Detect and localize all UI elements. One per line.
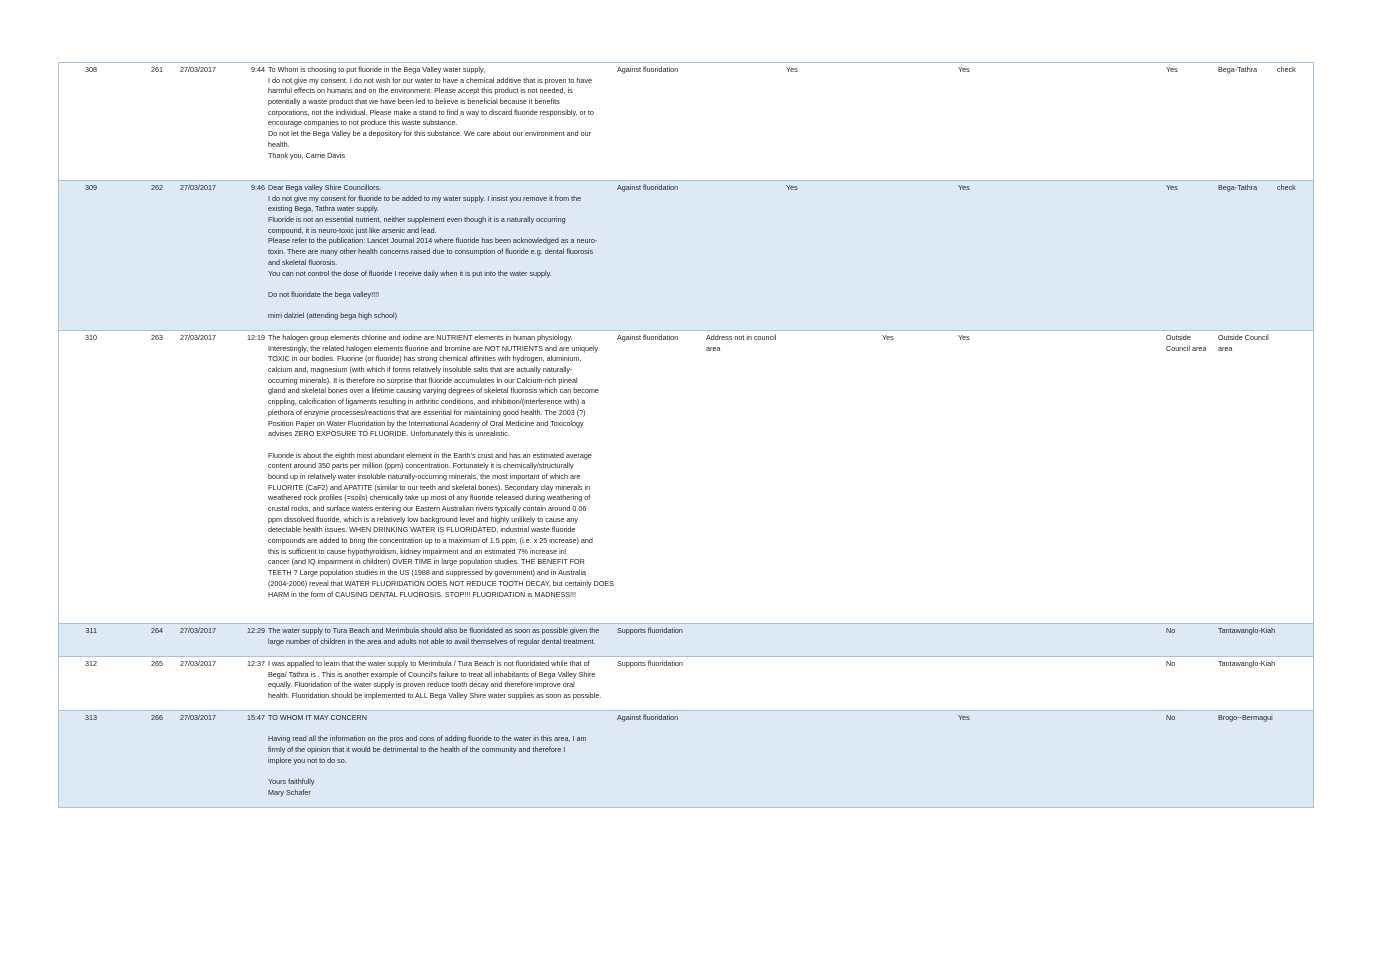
table-row bbox=[59, 331, 1313, 624]
comment-line: TOXIC in our bodies. Fluorine (or fluoride) has strong chemical affinities with hydrogen, aluminium, bbox=[268, 354, 582, 364]
comment-line: I was appalled to learn that the water supply to Merimbula / Tura Beach is not fluoridated while that of bbox=[268, 659, 590, 668]
comment-line: health. bbox=[268, 139, 290, 149]
comment-line: Interestingly, the related halogen elements fluorine and bromine are NOT NUTRIENTS and are uniquely bbox=[268, 343, 599, 353]
comment bbox=[268, 183, 616, 322]
comment-line: potentially a waste product that we have been led to believe is beneficial because it benefits bbox=[268, 97, 560, 107]
answer-col-1: Yes bbox=[786, 183, 798, 192]
comment-line: Do not let the Bega Valley be a depository for this substance. We care about our environment and our bbox=[268, 129, 591, 139]
comment-line bbox=[268, 279, 616, 290]
date: 27/03/2017 bbox=[180, 659, 216, 668]
table-row bbox=[59, 181, 1313, 331]
comment-line: existing Bega, Tathra water supply. bbox=[268, 204, 379, 214]
submission-number: 263 bbox=[151, 333, 163, 342]
row-id: 310 bbox=[85, 333, 97, 342]
area: Outside Council area bbox=[1218, 333, 1269, 353]
answer-col-3: Outside Council area bbox=[1166, 333, 1207, 353]
comment-line bbox=[268, 766, 616, 777]
time: 9:44 bbox=[251, 65, 265, 74]
answer-col-3: No bbox=[1166, 713, 1176, 722]
comment-line: implore you not to do so. bbox=[268, 755, 347, 765]
comment-line: detectable health issues. WHEN DRINKING WATER IS FLUORIDATED, industrial waste fluoride bbox=[268, 525, 576, 535]
row-id: 309 bbox=[85, 183, 97, 192]
comment bbox=[268, 659, 616, 702]
comment-line: The halogen group elements chlorine and iodine are NUTRIENT elements in human physiology. bbox=[268, 333, 573, 342]
comment-line: and skeletal fluorosis. bbox=[268, 257, 338, 267]
comment-line: plethora of enzyme processes/reactions that are essential for maintaining good health. The 2003 (?) bbox=[268, 407, 586, 417]
position: Against fluoridation bbox=[617, 65, 679, 74]
time: 9:46 bbox=[251, 183, 265, 192]
comment-line: The water supply to Tura Beach and Merimbula should also be fluoridated as soon as possible given the bbox=[268, 626, 600, 635]
answer-col-3: No bbox=[1166, 659, 1176, 668]
answer-col-3: Yes bbox=[1166, 183, 1178, 192]
submission-number: 261 bbox=[151, 65, 163, 74]
comment bbox=[268, 713, 616, 799]
comment-line bbox=[268, 440, 616, 451]
time: 12:29 bbox=[247, 626, 265, 635]
position: Supports fluoridation bbox=[617, 659, 683, 668]
row-id: 312 bbox=[85, 659, 97, 668]
time: 12:19 bbox=[247, 333, 265, 342]
time: 12:37 bbox=[247, 659, 265, 668]
comment-line: Position Paper on Water Fluoridation by the International Academy of Oral Medicine and Toxicology bbox=[268, 418, 584, 428]
date: 27/03/2017 bbox=[180, 713, 216, 722]
answer-col-3: No bbox=[1166, 626, 1176, 635]
comment-line: health. Fluoridation should be implemented to ALL Bega Valley Shire water supplies as soon as possible. bbox=[268, 691, 602, 701]
position: Against fluoridation bbox=[617, 333, 679, 342]
submission-number: 266 bbox=[151, 713, 163, 722]
comment-line bbox=[268, 301, 616, 312]
check-flag: check bbox=[1277, 65, 1296, 74]
submission-number: 264 bbox=[151, 626, 163, 635]
comment-line: weathered rock profiles (=soils) chemically take up most of any fluoride released during weathering of bbox=[268, 493, 591, 503]
answer-col-1: Yes bbox=[786, 65, 798, 74]
comment-line: Bega/ Tathra is . This is another example of Council's failure to treat all inhabitants of Bega Valley Shire bbox=[268, 669, 596, 679]
comment-line: bound up in relatively water insoluble naturally-occurring minerals, the most important of which are bbox=[268, 471, 581, 481]
comment-line: Fluoride is about the eighth most abundant element in the Earth's crust and has an estimated average bbox=[268, 450, 592, 460]
comment-line: HARM in the form of CAUSING DENTAL FLUOROSIS. STOP!!! FLUORIDATION is MADNESS!!! bbox=[268, 589, 577, 599]
submission-number: 262 bbox=[151, 183, 163, 192]
comment-line: mirri dalziel (attending bega high school) bbox=[268, 311, 398, 321]
date: 27/03/2017 bbox=[180, 333, 216, 342]
submissions-table bbox=[58, 62, 1314, 808]
comment-line bbox=[268, 724, 616, 735]
comment-line: equally. Fluoridation of the water supply is proven reduce tooth decay and therefore improve oral bbox=[268, 680, 575, 690]
comment-line: large number of children in the area and adults not able to avail themselves of regular dental treatment. bbox=[268, 636, 596, 646]
area: Tantawanglo-Kiah bbox=[1218, 659, 1276, 668]
area: Tantawanglo-Kiah bbox=[1218, 626, 1276, 635]
address-note: Address not in council area bbox=[706, 333, 777, 353]
answer-col-2: Yes bbox=[958, 333, 970, 342]
comment-line: I do not give my consent. I do not wish for our water to have a chemical additive that is proven to have bbox=[268, 75, 593, 85]
comment-line: You can not control the dose of fluoride I receive daily when it is put into the water supply. bbox=[268, 268, 552, 278]
comment-line: FLUORITE (CaF2) and APATITE (similar to our teeth and skeletal bones). Secondary clay minerals in bbox=[268, 482, 591, 492]
comment-line: Thank you, Carrie Davis bbox=[268, 150, 346, 160]
comment-line: harmful effects on humans and on the environment. Please accept this product is not needed, is bbox=[268, 86, 573, 96]
comment-line: Having read all the information on the pros and cons of adding fluoride to the water in this area, I am bbox=[268, 734, 587, 744]
comment-line: crustal rocks, and surface waters entering our Eastern Australian rivers typically contain around 0.06 bbox=[268, 504, 587, 513]
area: Brogo--Bermagui bbox=[1218, 713, 1273, 722]
comment-line: crippling, calcification of ligaments resulting in arthritic conditions, and inhibition/(interference with) a bbox=[268, 397, 586, 407]
comment-line: ppm dissolved fluoride, which is a relatively low background level and highly unlikely to cause any bbox=[268, 514, 579, 524]
position: Against fluoridation bbox=[617, 713, 679, 722]
comment-line: compound, it is neuro-toxic just like arsenic and lead. bbox=[268, 225, 437, 235]
date: 27/03/2017 bbox=[180, 626, 216, 635]
comment-line: advises ZERO EXPOSURE TO FLUORIDE. Unfortunately this is unrealistic. bbox=[268, 429, 510, 439]
comment-line: Yours faithfully bbox=[268, 777, 315, 787]
row-id: 311 bbox=[85, 626, 97, 635]
comment-line: calcium and, magnesium (with which if forms relatively insoluble salts that are actually naturally- bbox=[268, 365, 573, 375]
table-row bbox=[59, 624, 1313, 657]
answer-col-2: Yes bbox=[958, 65, 970, 74]
comment-line: Dear Bega valley Shire Councillors. bbox=[268, 183, 382, 192]
comment-line: Mary Schafer bbox=[268, 787, 311, 797]
position: Supports fluoridation bbox=[617, 626, 683, 635]
row-id: 313 bbox=[85, 713, 97, 722]
comment-line: firmly of the opinion that it would be detrimental to the health of the community and therefore I bbox=[268, 745, 566, 755]
comment-line: this is sufficient to cause hypothyroidism, kidney impairment and an estimated 7% increase in! bbox=[268, 546, 567, 556]
submission-number: 265 bbox=[151, 659, 163, 668]
table-row bbox=[59, 711, 1313, 807]
date: 27/03/2017 bbox=[180, 65, 216, 74]
check-flag: check bbox=[1277, 183, 1296, 192]
comment-line: corporations, not the individual. Please make a stand to find a way to discard fluoride responsibly, or to bbox=[268, 107, 594, 117]
comment-line: encourage companies to not produce this waste substance. bbox=[268, 118, 458, 128]
comment-line: Do not fluoridate the bega valley!!!! bbox=[268, 289, 380, 299]
answer-col-2: Yes bbox=[958, 713, 970, 722]
comment-line: compounds are added to bring the concentration up to a maximum of 1.5 ppm, (i.e. x 25 increase) and bbox=[268, 536, 593, 546]
answer-col-2: Yes bbox=[958, 183, 970, 192]
comment-line: Please refer to the publication: Lancet Journal 2014 where fluoride has been acknowledged as a neuro- bbox=[268, 236, 598, 246]
comment-line: occurring minerals). It is therefore no surprise that fluoride accumulates in our Calcium-rich pineal bbox=[268, 375, 578, 385]
comment-line: TO WHOM IT MAY CONCERN bbox=[268, 713, 367, 722]
area: Bega-Tathra bbox=[1218, 65, 1258, 74]
comment bbox=[268, 626, 616, 647]
comment-line: I do not give my consent for fluoride to be added to my water supply. I insist you remove it from the bbox=[268, 193, 582, 203]
date: 27/03/2017 bbox=[180, 183, 216, 192]
position: Against fluoridation bbox=[617, 183, 679, 192]
comment-line: (2004-2006) reveal that WATER FLUORIDATION DOES NOT REDUCE TOOTH DECAY, but certainly DOES bbox=[268, 578, 614, 588]
comment bbox=[268, 333, 616, 600]
comment bbox=[268, 65, 616, 161]
comment-line: cancer (and IQ impairment in children) OVER TIME in large population studies. THE BENEFIT FOR bbox=[268, 557, 585, 567]
table-row bbox=[59, 657, 1313, 711]
answer-col-1: Yes bbox=[882, 333, 894, 342]
comment-line: gland and skeletal bones over a lifetime causing varying degrees of skeletal fluorosis which can become bbox=[268, 386, 599, 396]
row-id: 308 bbox=[85, 65, 97, 74]
comment-line: toxin. There are many other health concerns raised due to consumption of fluoride e.g. dental fluorosis bbox=[268, 247, 594, 257]
table-row bbox=[59, 63, 1313, 181]
time: 15:47 bbox=[247, 713, 265, 722]
comment-line: TEETH ? Large population studies in the US (1988 and suppressed by government) and in Australia bbox=[268, 568, 587, 578]
area: Bega-Tathra bbox=[1218, 183, 1258, 192]
comment-line: Fluoride is not an essential nutrient, neither supplement even though it is a naturally occurring bbox=[268, 215, 566, 225]
comment-line: content around 350 parts per million (ppm) concentration. Fortunately it is chemically/structurally bbox=[268, 461, 574, 471]
answer-col-3: Yes bbox=[1166, 65, 1178, 74]
comment-line: To Whom is choosing to put fluoride in the Bega Valley water supply, bbox=[268, 65, 486, 74]
